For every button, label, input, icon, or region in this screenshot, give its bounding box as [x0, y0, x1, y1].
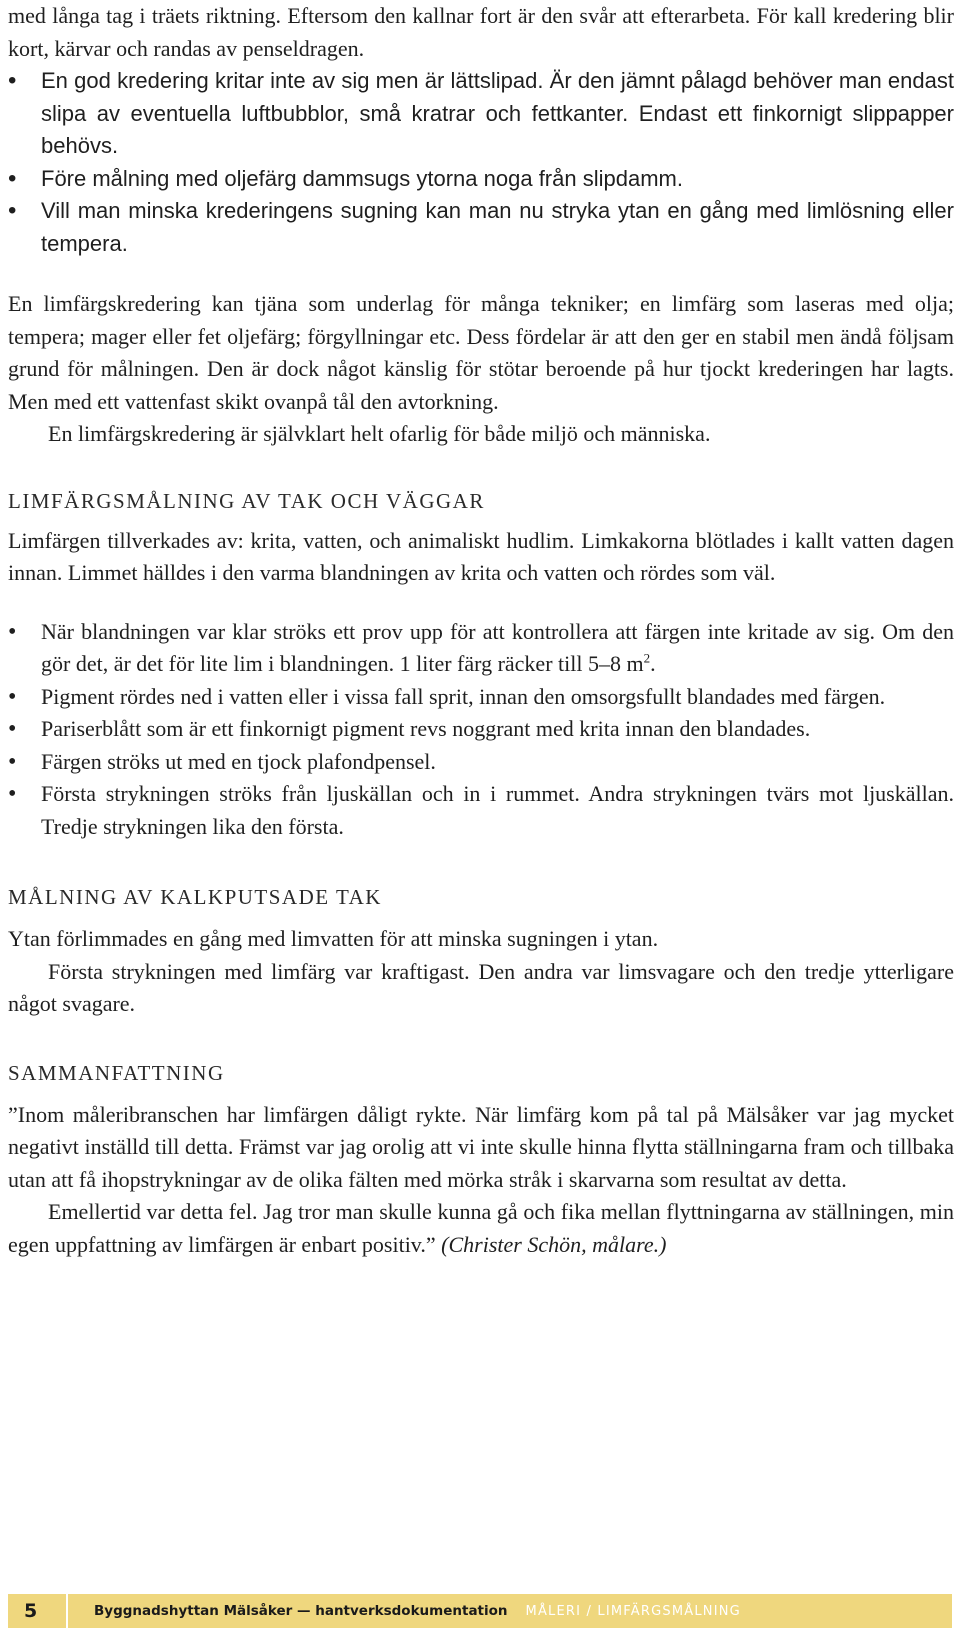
continuation-paragraph: med långa tag i träets riktning. Eftersom den kallnar fort är den svår att efterarbeta. För kall kredering blir kort, kärvar och randas av penseldragen. [8, 3, 954, 61]
body-paragraph: ”Inom måleribranschen har limfärgen dåligt rykte. När limfärg kom på tal på Mälsåker var jag mycket negativt inställd till detta. Främst var jag orolig att vi inte skulle hinna flytta ställningarna fram och tillbaka utan att få ihopstrykningar av de olika fälten med mörka stråk i skarvarna som resultat av detta. [8, 1101, 954, 1192]
section-heading: MÅLNING AV KALKPUTSADE TAK [8, 885, 382, 909]
bullet-list-section1 [8, 616, 954, 844]
footer-document-title: Byggnadshyttan Mälsåker — hantverksdokumentation [94, 1603, 508, 1619]
list-item-end: . [650, 651, 656, 676]
page-footer [8, 1594, 952, 1628]
list-item [8, 616, 954, 681]
list-item: • Första strykningen ströks från ljuskällan och in i rummet. Andra strykningen tvärs mot ljuskällan. Tredje strykningen lika den första. [8, 778, 954, 843]
superscript: 2 [643, 650, 651, 666]
body-paragraph: Ytan förlimmades en gång med limvatten för att minska sugningen i ytan. [8, 926, 659, 951]
page-content [8, 0, 954, 1261]
list-item-text: När blandningen var klar ströks ett prov upp för att kontrollera att färgen inte kritade av sig. Om den gör det, är det för lite lim i blandningen. 1 liter färg räcker till 5–8 m [41, 618, 954, 676]
body-paragraph: En limfärgskredering är självklart helt ofarlig för både miljö och människa. [48, 421, 711, 446]
section-heading: SAMMANFATTNING [8, 1060, 225, 1085]
body-paragraph: En limfärgskredering kan tjäna som underlag för många tekniker; en limfärg som laseras med olja; tempera; mager eller fet oljefärg; förgyllningar etc. Dess fördelar är att den ger en stabil men ändå följsam grund för målningen. Den är dock något känslig för stötar beroende på hur tjockt krederingen har lagts. Men med ett vattenfast skikt ovanpå tål den avtorkning. [8, 291, 954, 414]
quote-citation: (Christer Schön, målare.) [441, 1231, 667, 1257]
page-number: 5 [8, 1594, 68, 1628]
list-item: • Pariserblått som är ett finkornigt pigment revs noggrant med krita innan den blandades. [8, 713, 954, 746]
body-paragraph: Första strykningen med limfärg var kraftigast. Den andra var limsvagare och den tredje ytterligare något svagare. [8, 958, 954, 1016]
list-item: • Pigment rördes ned i vatten eller i vissa fall sprit, innan den omsorgsfullt blandades med färgen. [8, 681, 954, 714]
body-paragraph: Limfärgen tillverkades av: krita, vatten, och animaliskt hudlim. Limkakorna blötlades i kallt vatten dagen innan. Limmet hälldes i den varma blandningen av krita och vatten och rördes som väl. [8, 527, 954, 585]
list-item: • Före målning med oljefärg dammsugs ytorna noga från slipdamm. [8, 163, 954, 196]
list-item: • En god kredering kritar inte av sig men är lättslipad. Är den jämnt pålagd behöver man endast slipa av eventuella luftbubblor, små kratrar och fettkanter. Endast ett finkornigt slippapper behövs. [8, 65, 954, 163]
list-item: • Vill man minska krederingens sugning kan man nu stryka ytan en gång med limlösning eller tempera. [8, 195, 954, 260]
bullet-list-top [8, 65, 954, 260]
quote-text: Emellertid var detta fel. Jag tror man skulle kunna gå och fika mellan flyttningarna av ställningen, min egen uppfattning av limfärgen är enbart positiv.” [8, 1199, 954, 1257]
list-item: • Färgen ströks ut med en tjock plafondpensel. [8, 746, 954, 779]
footer-section-label: MÅLERI / LIMFÄRGSMÅLNING [525, 1603, 741, 1619]
body-paragraph [8, 1196, 954, 1261]
section-heading: LIMFÄRGSMÅLNING AV TAK OCH VÄGGAR [8, 488, 485, 513]
